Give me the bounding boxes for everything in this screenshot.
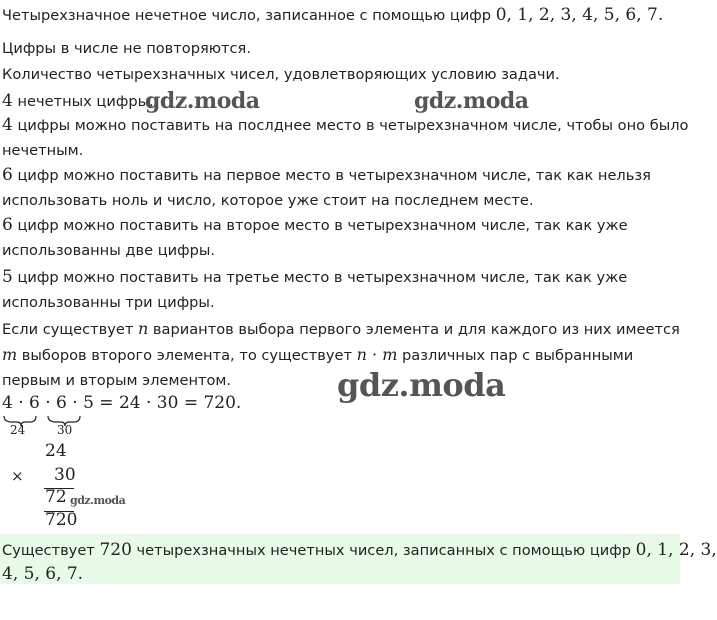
answer-line-1: Существует 720 четырехзначных нечетных чисел, записанных с помощью цифр 0, 1, 2, 3, (2, 540, 717, 560)
formula-main: 4 · 6 · 6 · 5 = 24 · 30 = 720. (2, 393, 242, 413)
answer-box (0, 534, 717, 584)
answer-line-2: 4, 5, 6, 7. (2, 564, 84, 584)
line-last-place-cont: нечетным. (2, 142, 84, 159)
column-result: 720 (45, 510, 78, 530)
line-first-place-cont: использовать ноль и число, которое уже стоит на последнем месте. (2, 192, 534, 209)
line-condition: Четырехзначное нечетное число, записанное с помощью цифр 0, 1, 2, 3, 4, 5, 6, 7. (2, 5, 664, 25)
line-first-place: 6 цифр можно поставить на первое место в четырехзначном числе, так как нельзя (2, 165, 651, 185)
line-second-place: 6 цифр можно поставить на второе место в четырехзначном числе, так как уже (2, 215, 628, 235)
line-third-place: 5 цифр можно поставить на третье место в четырехзначном числе, так как уже (2, 267, 628, 287)
line-third-place-cont: использованны три цифры. (2, 294, 215, 311)
column-times-sign: × (11, 467, 24, 485)
watermark: gdz.moda (70, 494, 126, 507)
digits-math: 0, 1, 2, 3, 4, 5, 6, 7. (495, 5, 664, 25)
watermark: gdz.moda (145, 88, 260, 114)
underbrace-label-30: 30 (57, 423, 73, 437)
column-partial: 72 (45, 487, 67, 507)
line-rule-2: m выборов второго элемента, то существует n · m различных пар с выбранными (2, 345, 634, 364)
column-factor-2: 30 (54, 465, 76, 485)
underbrace-label-24: 24 (10, 423, 26, 437)
column-factor-1: 24 (45, 441, 67, 461)
watermark: gdz.moda (414, 88, 529, 114)
line-rule-1: Если существует n вариантов выбора первого элемента и для каждого из них имеется (2, 319, 680, 338)
line-rule-3: первым и вторым элементом. (2, 372, 232, 389)
line-count-title: Количество четырехзначных чисел, удовлетворяющих условию задачи. (2, 66, 560, 83)
line-odd-digits: 4 нечетных цифры. (2, 91, 154, 111)
line-no-repeat: Цифры в числе не повторяются. (2, 40, 251, 57)
watermark: gdz.moda (337, 366, 506, 404)
line-second-place-cont: использованны две цифры. (2, 242, 216, 259)
line-last-place: 4 цифры можно поставить на послднее место в четырехзначном числе, чтобы оно было (2, 115, 689, 135)
